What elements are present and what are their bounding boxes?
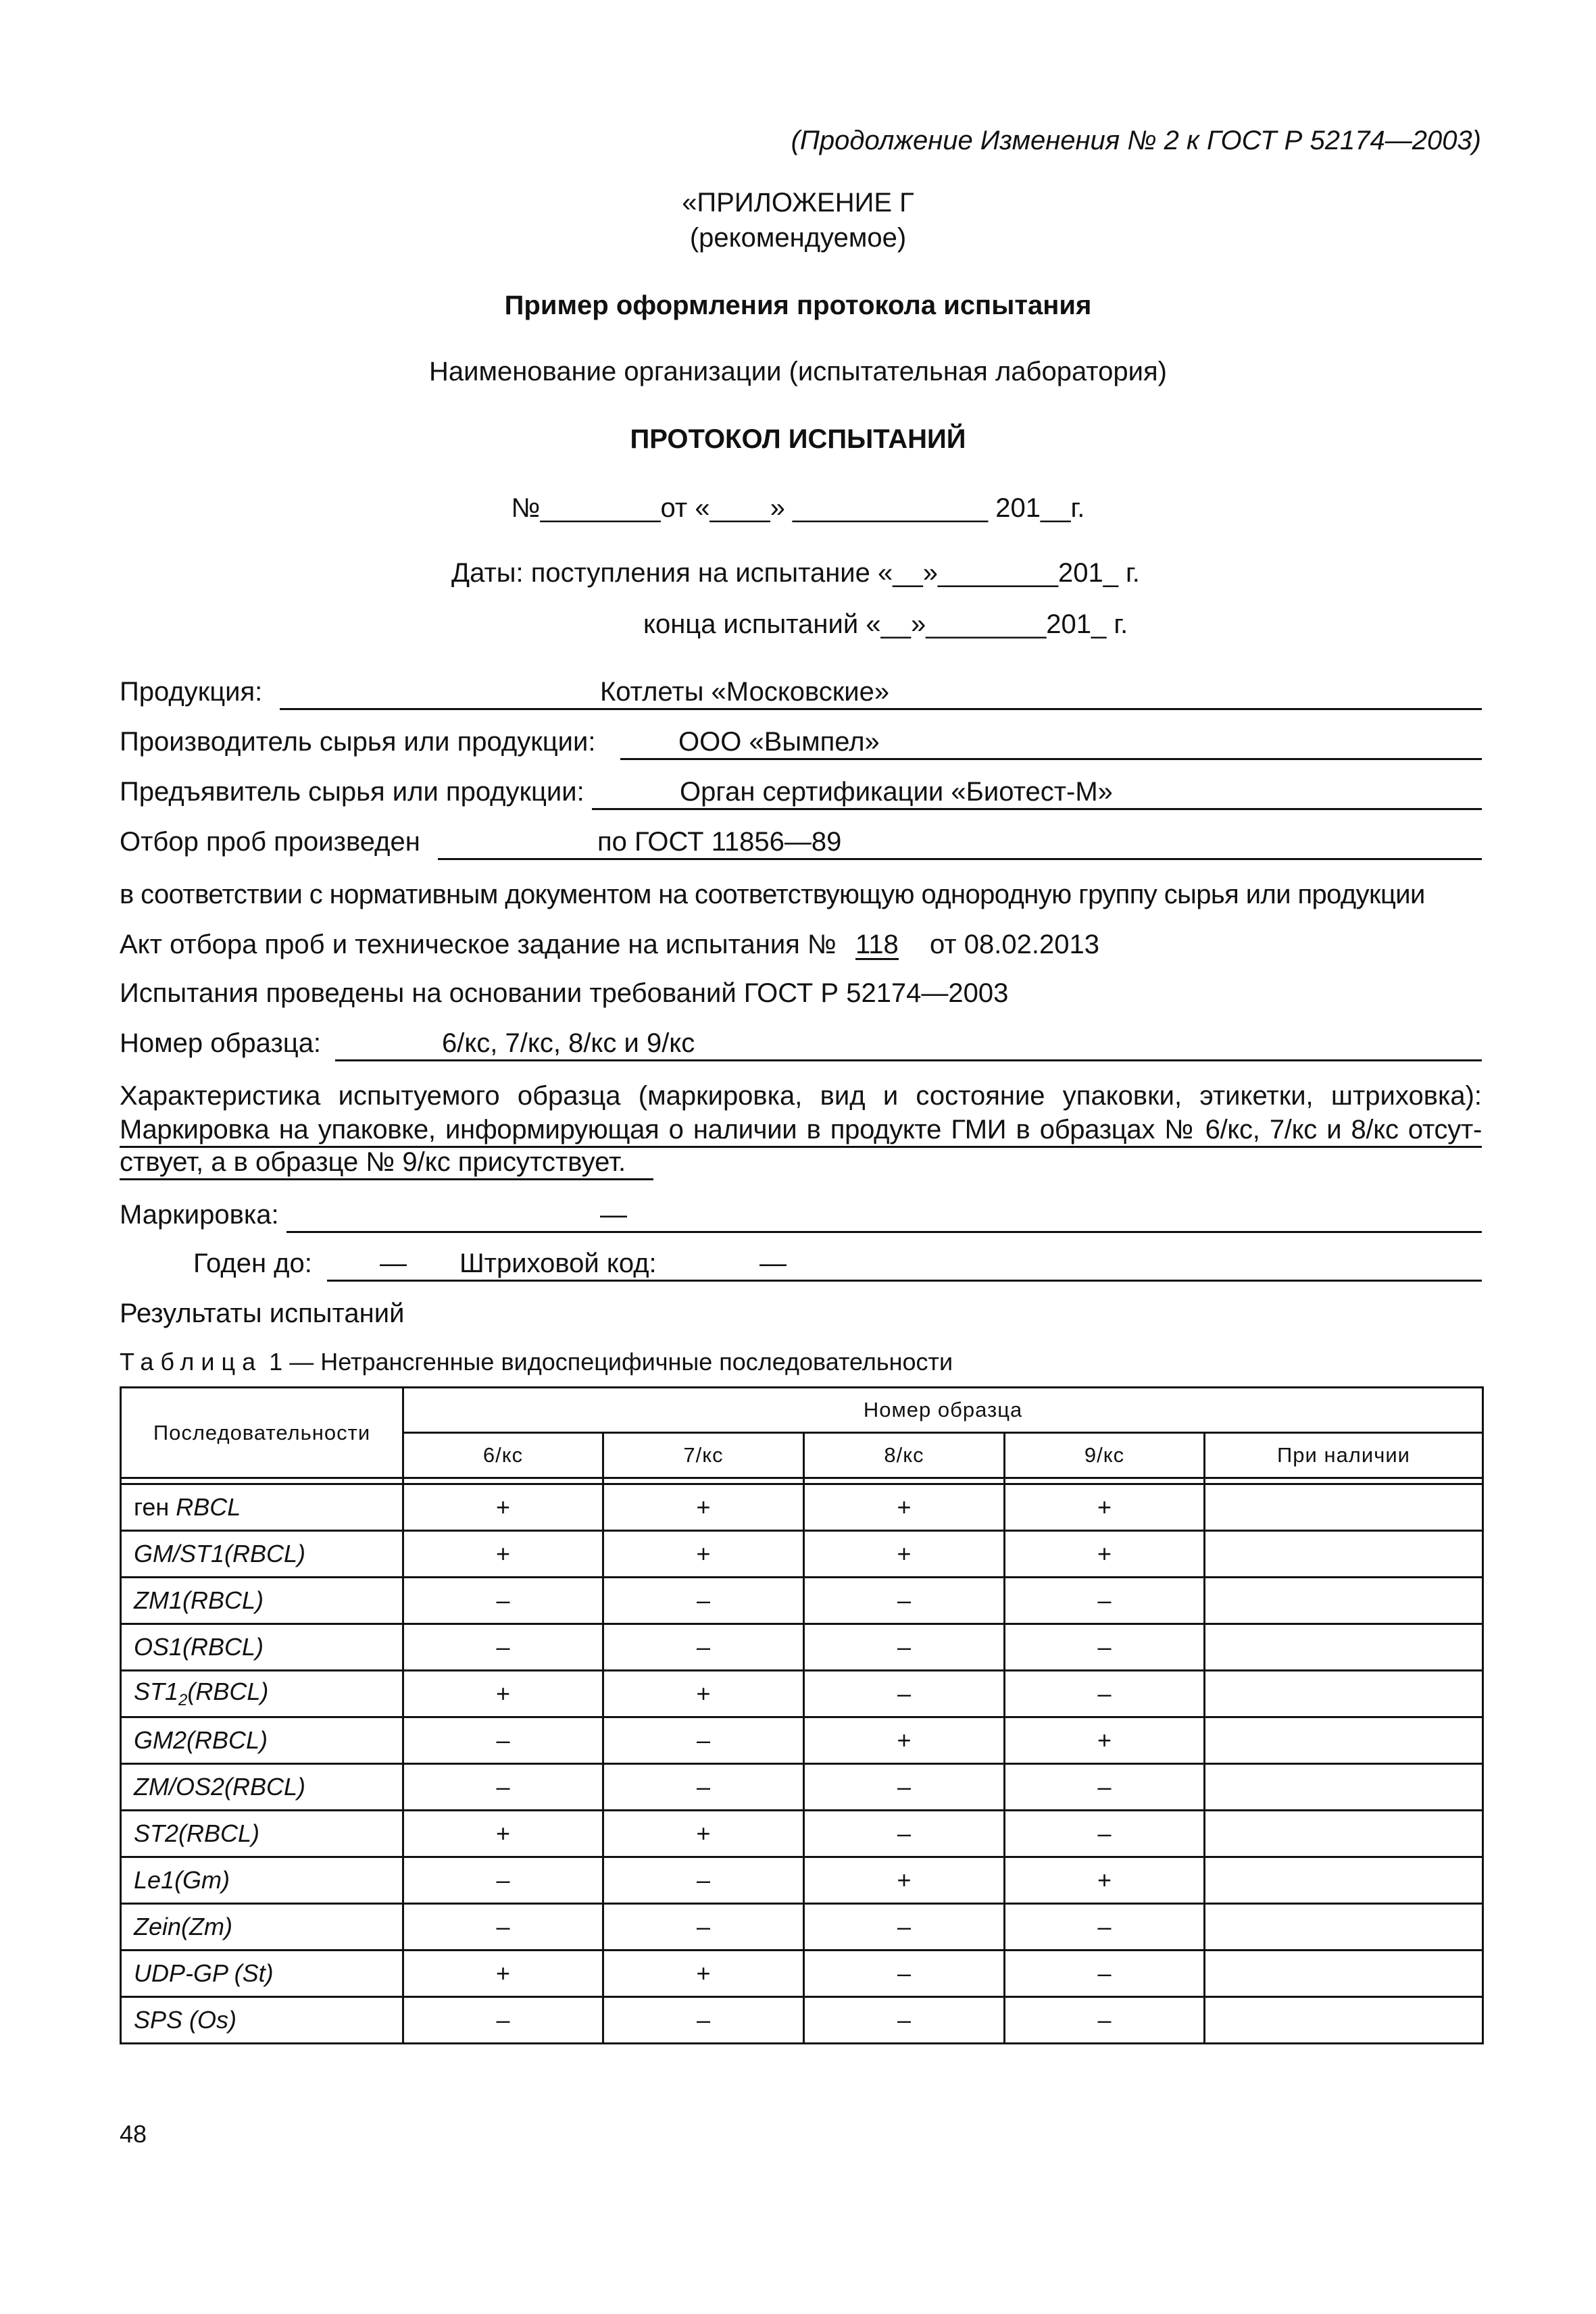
col-header-sample: 6/кс bbox=[403, 1433, 603, 1478]
result-cell bbox=[1205, 1811, 1483, 1857]
table-caption: Таблица 1 — Нетрансгенные видоспецифичные последовательности bbox=[120, 1348, 953, 1376]
product-underline bbox=[280, 708, 1482, 710]
sequence-name-cell bbox=[121, 1951, 403, 1997]
sequence-name: RBCL bbox=[176, 1493, 241, 1521]
result-cell: – bbox=[1005, 1764, 1205, 1811]
col-header-sample: 8/кс bbox=[804, 1433, 1005, 1478]
manufacturer-underline bbox=[620, 758, 1482, 760]
sequence-name: ST2(RBCL) bbox=[134, 1819, 260, 1847]
product-value: Котлеты «Московские» bbox=[600, 677, 890, 707]
act-label: Акт отбора проб и техническое задание на испытания № bbox=[120, 930, 837, 959]
organization-name: Наименование организации (испытательная лаборатория) bbox=[428, 357, 1167, 386]
protocol-number-line: №________от «____» _____________ 201__г. bbox=[511, 493, 1085, 523]
sequence-name: GM2(RBCL) bbox=[134, 1726, 268, 1754]
appendix-title: «ПРИЛОЖЕНИЕ Г bbox=[682, 188, 914, 218]
result-cell: + bbox=[804, 1484, 1005, 1531]
result-cell: – bbox=[403, 1624, 603, 1671]
manufacturer-value: ООО «Вымпел» bbox=[678, 727, 880, 757]
marking-value: — bbox=[600, 1200, 627, 1230]
sequence-name: OS1(RBCL) bbox=[134, 1633, 264, 1661]
result-cell: – bbox=[603, 1717, 804, 1764]
header-separator bbox=[121, 1478, 1483, 1484]
table-row bbox=[121, 1857, 1483, 1904]
sequence-suffix: (RBCL) bbox=[187, 1677, 269, 1705]
table-row bbox=[121, 1951, 1483, 1997]
sequence-name-cell bbox=[121, 1857, 403, 1904]
result-cell: + bbox=[804, 1717, 1005, 1764]
table-body bbox=[121, 1484, 1483, 2044]
result-cell: – bbox=[1005, 1624, 1205, 1671]
result-cell bbox=[1205, 1717, 1483, 1764]
result-cell: + bbox=[403, 1484, 603, 1531]
sequence-name: ST1 bbox=[134, 1677, 179, 1705]
sequence-name-cell bbox=[121, 1484, 403, 1531]
result-cell: + bbox=[1005, 1717, 1205, 1764]
result-cell bbox=[1205, 1997, 1483, 2044]
sequence-subscript: 2 bbox=[178, 1691, 188, 1710]
appendix-type: (рекомендуемое) bbox=[689, 223, 907, 253]
result-cell: – bbox=[603, 1997, 804, 2044]
date-received: Даты: поступления на испытание «__»________201_ г. bbox=[451, 558, 1140, 588]
characteristic-label: Характеристика испытуемого образца (маркировка, вид и состояние упаковки, этикетки, штриховка): bbox=[120, 1081, 1482, 1111]
sequence-name-cell bbox=[121, 1764, 403, 1811]
barcode-label: Штриховой код: bbox=[459, 1249, 657, 1278]
table-row bbox=[121, 1671, 1483, 1717]
sequence-name-cell bbox=[121, 1811, 403, 1857]
page-number: 48 bbox=[120, 2120, 147, 2148]
sequence-name-cell bbox=[121, 1717, 403, 1764]
table-row bbox=[121, 1717, 1483, 1764]
result-cell: – bbox=[403, 1764, 603, 1811]
result-cell: + bbox=[1005, 1484, 1205, 1531]
product-label: Продукция: bbox=[120, 677, 263, 707]
sequence-name: UDP-GP (St) bbox=[134, 1959, 274, 1987]
characteristic-line-2: ствует, а в образце № 9/кс присутствует. bbox=[120, 1147, 626, 1177]
col-header-sequences: Последовательности bbox=[121, 1388, 403, 1478]
sequence-prefix: ген bbox=[134, 1493, 176, 1521]
result-cell: + bbox=[603, 1531, 804, 1578]
col-header-sample-number: Номер образца bbox=[403, 1388, 1483, 1433]
table-row bbox=[121, 1484, 1483, 1531]
result-cell: – bbox=[1005, 1811, 1205, 1857]
sequence-name: SPS (Os) bbox=[134, 2006, 237, 2034]
result-cell: – bbox=[804, 1764, 1005, 1811]
result-cell: + bbox=[403, 1951, 603, 1997]
manufacturer-label: Производитель сырья или продукции: bbox=[120, 727, 596, 757]
result-cell bbox=[1205, 1578, 1483, 1624]
continuation-note: (Продолжение Изменения № 2 к ГОСТ Р 52174—2003) bbox=[791, 126, 1481, 155]
result-cell: + bbox=[603, 1811, 804, 1857]
sequence-name: Le1(Gm) bbox=[134, 1866, 230, 1894]
expiry-label: Годен до: bbox=[193, 1249, 312, 1278]
sequence-name-cell bbox=[121, 1671, 403, 1717]
characteristic-underline-2 bbox=[120, 1178, 653, 1180]
result-cell bbox=[1205, 1531, 1483, 1578]
sampling-underline bbox=[438, 858, 1482, 860]
date-end: конца испытаний «__»________201_ г. bbox=[643, 609, 1128, 639]
results-label: Результаты испытаний bbox=[120, 1299, 405, 1328]
sequence-name: GM/ST1(RBCL) bbox=[134, 1540, 306, 1567]
table-row bbox=[121, 1811, 1483, 1857]
result-cell: + bbox=[403, 1671, 603, 1717]
result-cell: – bbox=[1005, 1904, 1205, 1951]
result-cell bbox=[1205, 1624, 1483, 1671]
presenter-underline bbox=[592, 808, 1482, 810]
result-cell: – bbox=[804, 1951, 1005, 1997]
table-row bbox=[121, 1764, 1483, 1811]
result-cell: + bbox=[603, 1484, 804, 1531]
results-table bbox=[120, 1386, 1484, 2044]
result-cell: + bbox=[1005, 1531, 1205, 1578]
result-cell: – bbox=[804, 1578, 1005, 1624]
result-cell bbox=[1205, 1904, 1483, 1951]
col-header-sample: 9/кс bbox=[1005, 1433, 1205, 1478]
result-cell: – bbox=[804, 1624, 1005, 1671]
sample-number-underline bbox=[335, 1059, 1482, 1061]
result-cell: – bbox=[804, 1904, 1005, 1951]
result-cell: – bbox=[1005, 1671, 1205, 1717]
result-cell: – bbox=[603, 1624, 804, 1671]
result-cell: + bbox=[403, 1811, 603, 1857]
col-header-sample: 7/кс bbox=[603, 1433, 804, 1478]
result-cell: – bbox=[403, 1904, 603, 1951]
result-cell: – bbox=[403, 1717, 603, 1764]
sequence-name: Zein(Zm) bbox=[134, 1913, 232, 1940]
result-cell: – bbox=[603, 1578, 804, 1624]
result-cell: – bbox=[603, 1764, 804, 1811]
sampling-label: Отбор проб произведен bbox=[120, 827, 420, 857]
table-row bbox=[121, 1624, 1483, 1671]
result-cell: – bbox=[403, 1997, 603, 2044]
compliance-text: в соответствии с нормативным документом на соответствующую однородную группу сырья или продукции bbox=[120, 880, 1425, 909]
result-cell: + bbox=[403, 1531, 603, 1578]
result-cell bbox=[1205, 1671, 1483, 1717]
result-cell: + bbox=[804, 1531, 1005, 1578]
result-cell: + bbox=[1005, 1857, 1205, 1904]
presenter-value: Орган сертификации «Биотест-М» bbox=[680, 777, 1113, 807]
result-cell: – bbox=[1005, 1578, 1205, 1624]
result-cell bbox=[1205, 1951, 1483, 1997]
sample-number-label: Номер образца: bbox=[120, 1028, 322, 1058]
expiry-value: — bbox=[380, 1249, 407, 1278]
result-cell: – bbox=[403, 1857, 603, 1904]
act-date: от 08.02.2013 bbox=[930, 930, 1099, 959]
result-cell: – bbox=[603, 1857, 804, 1904]
sequence-name-cell bbox=[121, 1578, 403, 1624]
sample-number-value: 6/кс, 7/кс, 8/кс и 9/кс bbox=[442, 1028, 695, 1058]
basis-text: Испытания проведены на основании требований ГОСТ Р 52174—2003 bbox=[120, 978, 1009, 1008]
result-cell bbox=[1205, 1484, 1483, 1531]
sequence-name-cell bbox=[121, 1531, 403, 1578]
result-cell: – bbox=[804, 1671, 1005, 1717]
sampling-value: по ГОСТ 11856—89 bbox=[597, 827, 842, 857]
result-cell: – bbox=[804, 1811, 1005, 1857]
result-cell: – bbox=[1005, 1997, 1205, 2044]
marking-underline bbox=[286, 1231, 1482, 1233]
result-cell: – bbox=[403, 1578, 603, 1624]
result-cell: + bbox=[804, 1857, 1005, 1904]
sequence-name-cell bbox=[121, 1904, 403, 1951]
barcode-value: — bbox=[759, 1249, 787, 1278]
marking-label: Маркировка: bbox=[120, 1200, 279, 1230]
table-row bbox=[121, 1904, 1483, 1951]
result-cell: + bbox=[603, 1671, 804, 1717]
protocol-title: ПРОТОКОЛ ИСПЫТАНИЙ bbox=[630, 424, 966, 454]
table-row bbox=[121, 1997, 1483, 2044]
result-cell: – bbox=[804, 1997, 1005, 2044]
result-cell bbox=[1205, 1857, 1483, 1904]
expiry-barcode-underline bbox=[327, 1280, 1482, 1282]
sequence-name: ZM/OS2(RBCL) bbox=[134, 1773, 306, 1801]
result-cell bbox=[1205, 1764, 1483, 1811]
presenter-label: Предъявитель сырья или продукции: bbox=[120, 777, 584, 807]
result-cell: + bbox=[603, 1951, 804, 1997]
document-title: Пример оформления протокола испытания bbox=[504, 291, 1092, 320]
result-cell: – bbox=[603, 1904, 804, 1951]
sequence-name: ZM1(RBCL) bbox=[134, 1586, 264, 1614]
result-cell: – bbox=[1005, 1951, 1205, 1997]
sequence-name-cell bbox=[121, 1997, 403, 2044]
col-header-if-present: При наличии bbox=[1205, 1433, 1483, 1478]
act-number: 118 bbox=[855, 930, 899, 959]
table-row bbox=[121, 1578, 1483, 1624]
sequence-name-cell bbox=[121, 1624, 403, 1671]
characteristic-line-1: Маркировка на упаковке, информирующая о наличии в продукте ГМИ в образцах № 6/кс, 7/кс и 8/кс отсут- bbox=[120, 1115, 1482, 1145]
table-row bbox=[121, 1531, 1483, 1578]
